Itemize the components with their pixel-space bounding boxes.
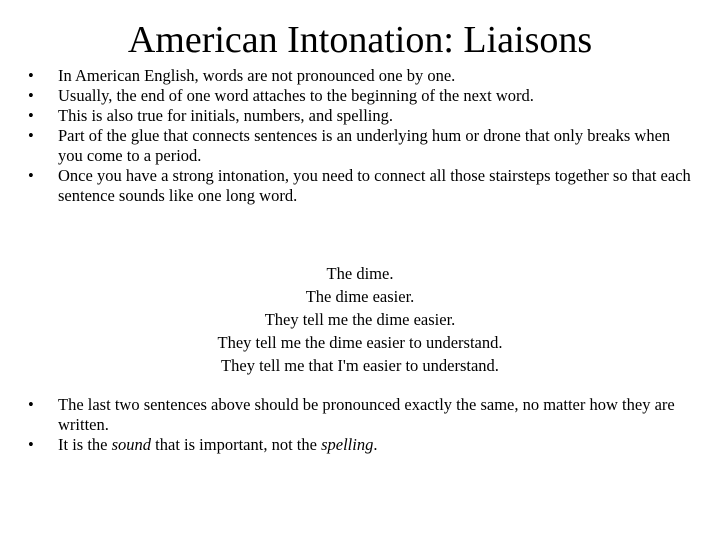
bullet-text: Part of the glue that connects sentences is an underlying hum or drone that only breaks when you come to a period.	[58, 126, 671, 165]
example-line: The dime easier.	[305, 287, 415, 306]
bullet-text-part: It is the	[58, 435, 112, 454]
example-line: They tell me that I'm easier to understand.	[221, 356, 499, 375]
bullet-list-bottom	[28, 395, 698, 455]
emphasis-spelling: spelling	[321, 435, 374, 454]
bullet-item	[28, 106, 698, 126]
emphasis-sound: sound	[111, 435, 152, 454]
bullet-item	[28, 395, 698, 435]
bullet-text-part: that is important, not the	[151, 435, 322, 454]
bullet-text: Usually, the end of one word attaches to the beginning of the next word.	[58, 86, 534, 105]
bullet-icon: •	[28, 86, 34, 105]
bullet-text: In American English, words are not pronounced one by one.	[58, 66, 456, 85]
bullet-item	[28, 435, 698, 455]
bullet-list-top	[28, 66, 698, 206]
bullet-text: Once you have a strong intonation, you need to connect all those stairsteps together so that each sentence sounds like one long word.	[58, 166, 691, 205]
example-line: The dime.	[326, 264, 394, 283]
bullet-icon: •	[28, 166, 34, 185]
bullet-icon: •	[28, 435, 34, 454]
example-line: They tell me the dime easier to understand.	[217, 333, 503, 352]
bullet-item	[28, 86, 698, 106]
bullet-item	[28, 166, 698, 206]
bullet-text: This is also true for initials, numbers, and spelling.	[58, 106, 393, 125]
slide-title: American Intonation: Liaisons	[127, 19, 593, 61]
bullet-text: The last two sentences above should be pronounced exactly the same, no matter how they are written.	[58, 395, 675, 434]
bullet-text-part: .	[373, 435, 378, 454]
example-line: They tell me the dime easier.	[264, 310, 456, 329]
bullet-item	[28, 66, 698, 86]
bullet-icon: •	[28, 126, 34, 145]
bullet-icon: •	[28, 395, 34, 414]
bullet-item	[28, 126, 698, 166]
example-sentences	[0, 262, 720, 377]
bullet-icon: •	[28, 106, 34, 125]
bullet-icon: •	[28, 66, 34, 85]
